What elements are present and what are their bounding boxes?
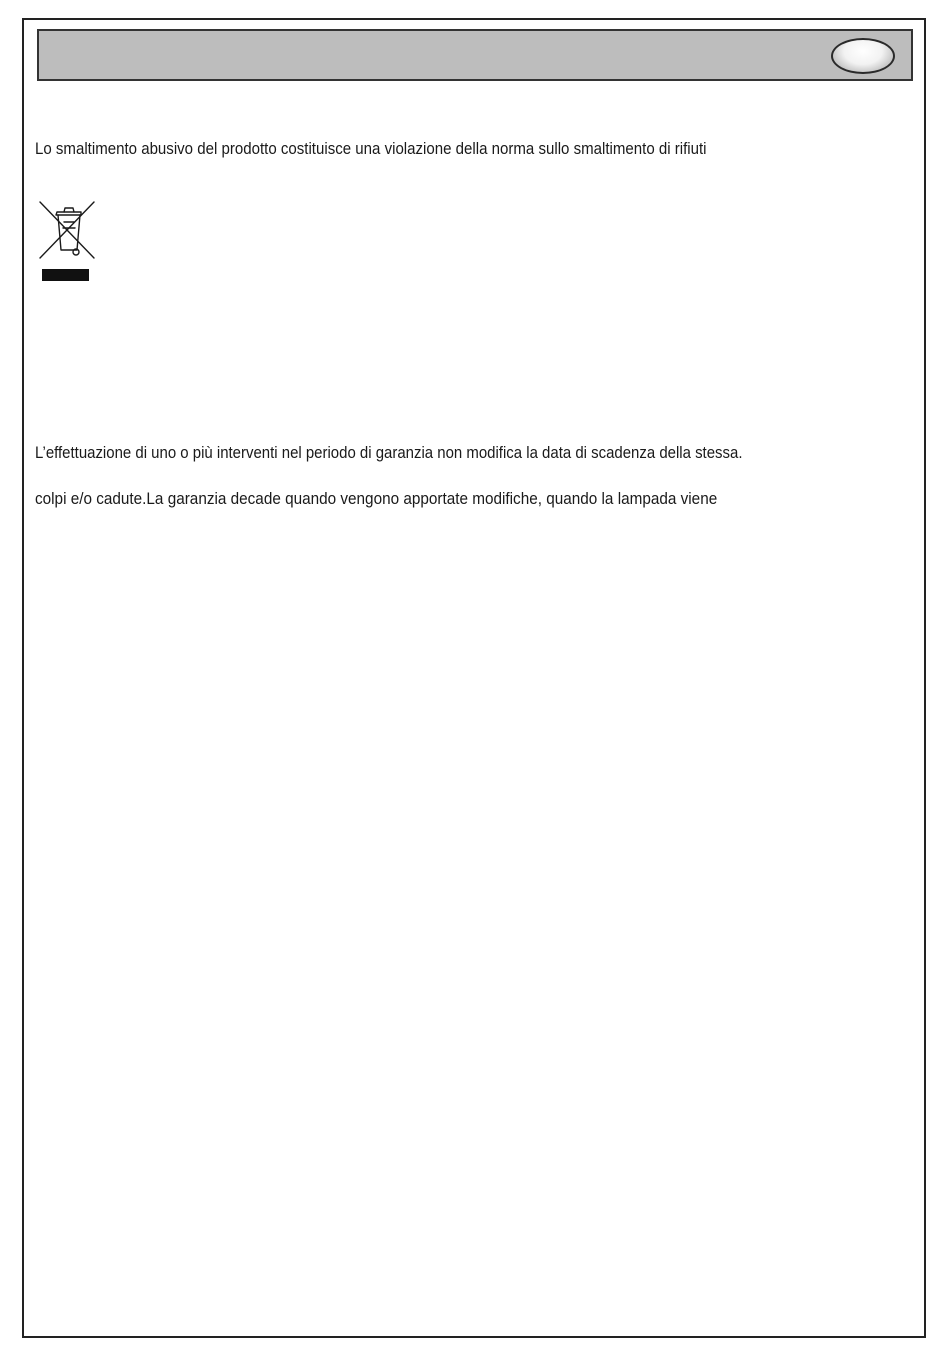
crossed-out-wheelie-bin-icon (37, 200, 97, 282)
warranty-intervention-text: L’effettuazione di uno o più interventi nel periodo di garanzia non modifica la data di scadenza della stessa. (35, 443, 743, 462)
disposal-warning-text: Lo smaltimento abusivo del prodotto costituisce una violazione della norma sullo smaltimento di rifiuti (35, 139, 707, 158)
page-border (22, 18, 926, 1338)
section-header-bar (37, 29, 913, 81)
warranty-void-text: colpi e/o cadute.La garanzia decade quando vengono apportate modifiche, quando la lampada viene (35, 489, 718, 508)
oval-badge-icon (831, 38, 895, 74)
